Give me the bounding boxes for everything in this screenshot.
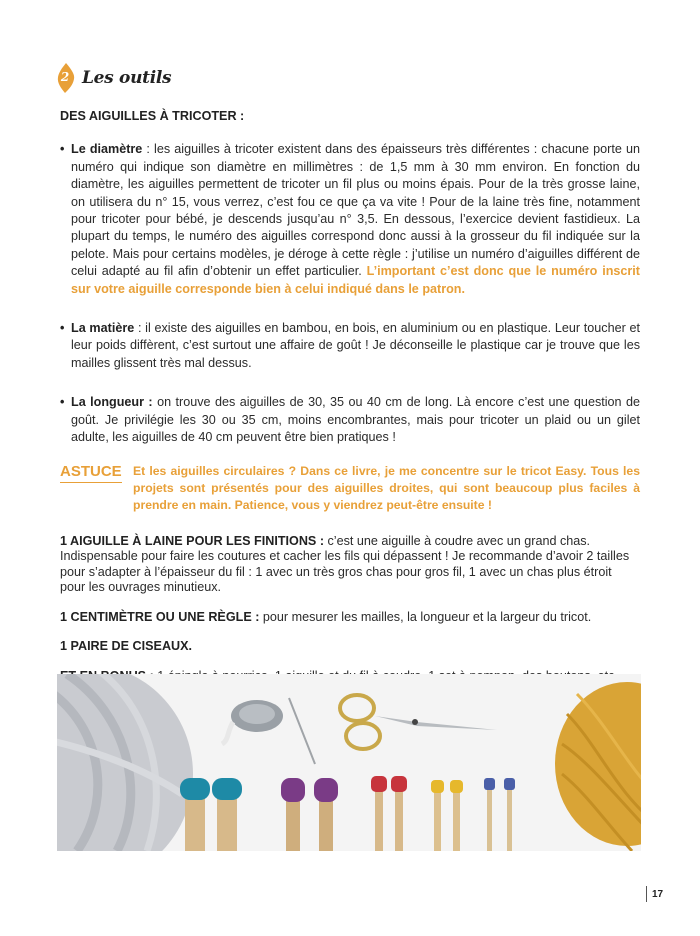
bullet-diametre xyxy=(60,141,640,298)
paragraph-term: 1 CENTIMÈTRE OU UNE RÈGLE : xyxy=(60,609,260,624)
bullet-term: La matière xyxy=(71,321,135,336)
page-number: 17 xyxy=(652,888,664,900)
section-heading: DES AIGUILLES À TRICOTER : xyxy=(60,109,245,123)
bullet-text: : les aiguilles à tricoter existent dans des épaisseurs très différentes : chacune porte un numéro qui indique son diamètre en millimètres : de 1,5 mm à 30 mm environ. En fonction du diamètre, les aiguilles permettent de tricoter un fil plus ou moins épais. Pour de la très grosse laine, on utilisera du n° 15, vous verrez, c’est fou ce que ça va vite ! Pour de la laine très fine, notamment pour tricoter pour bébé, je descends jusqu’au n° 3,5. En dessous, l’exercice devient fastidieux. La plupart du temps, le numéro des aiguilles correspond donc aussi à la grosseur du fil indiquée sur la pelote. Mais pour certains modèles, je déroge à cette règle : j’utilise un numéro d’aiguilles différent de celui adapté au fil afin d’obtenir un effet particulier. xyxy=(71,142,640,279)
paragraph-aiguille-laine xyxy=(60,534,640,596)
knitting-tools-illustration xyxy=(57,674,641,851)
paragraph-ciseaux xyxy=(60,639,640,655)
chapter-badge xyxy=(56,62,76,94)
astuce-box xyxy=(60,463,640,514)
astuce-label-wrap xyxy=(60,463,133,514)
paragraph-text: pour mesurer les mailles, la longueur et la largeur du tricot. xyxy=(259,609,592,624)
astuce-label: ASTUCE xyxy=(60,463,122,483)
bullet-text: : il existe des aiguilles en bambou, en bois, en aluminium ou en plastique. Leur toucher et leur poids diffèrent, c’est surtout une affaire de goût ! Je déconseille le plastique car je trouve que les mailles glissent très mal dessus. xyxy=(71,321,640,370)
page-footer xyxy=(646,886,663,902)
bullet-highlight: L’important c’est donc que le numéro inscrit sur votre aiguille corresponde bien à celui indiqué dans le patron. xyxy=(71,264,640,296)
chapter-header xyxy=(56,62,171,94)
paragraph-centimetre xyxy=(60,610,640,626)
chapter-number: 2 xyxy=(60,70,70,84)
bullet-longueur xyxy=(60,394,640,446)
footer-divider xyxy=(646,886,647,902)
tools-photo xyxy=(57,674,641,851)
bullet-text: on trouve des aiguilles de 30, 35 ou 40 cm de long. Là encore c’est une question de goût. Je privilégie les 30 ou 35 cm, moins encombrantes, mais pour tricoter un plaid ou un gilet adulte, les aiguilles de 40 cm peuvent être bien pratiques ! xyxy=(71,395,640,445)
main-content xyxy=(60,108,640,698)
astuce-text: Et les aiguilles circulaires ? Dans ce livre, je me concentre sur le tricot Easy. Tous les projets sont présentés pour des aiguilles droites, qui sont beaucoup plus faciles à prendre en main. Patience, vous y viendrez peut-être ensuite ! xyxy=(133,463,640,512)
paragraph-text: c’est une aiguille à coudre avec un grand chas. Indispensable pour faire les coutures et cacher les fils qui dépassent ! Je recommande d’avoir 2 tailles pour s’adapter à l’épaisseur du fil : 1 avec un très gros chas pour gros fil, 1 avec un chas plus étroit pour les ouvrages minutieux. xyxy=(60,533,630,594)
bullet-term: La longueur : xyxy=(71,395,153,410)
bullet-term: Le diamètre xyxy=(71,142,143,157)
chapter-title: Les outils xyxy=(82,68,172,88)
paragraph-term: 1 PAIRE DE CISEAUX. xyxy=(60,639,193,653)
bullet-matiere xyxy=(60,320,640,372)
paragraph-term: 1 AIGUILLE À LAINE POUR LES FINITIONS : xyxy=(60,533,325,548)
